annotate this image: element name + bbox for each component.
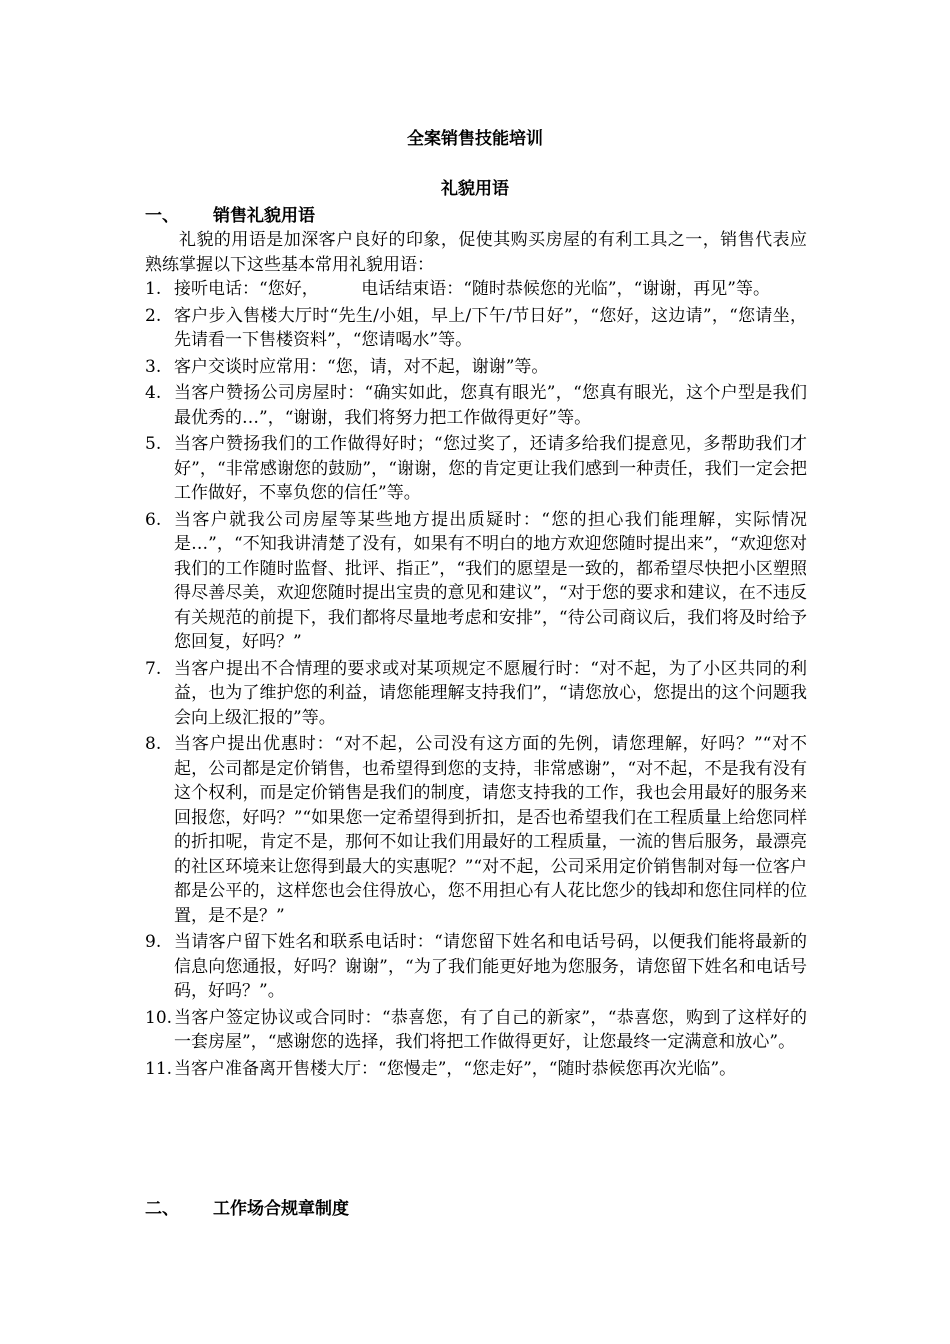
list-item: [145, 355, 807, 380]
list-item-text: 客户步入售楼大厅时“先生/小姐，早上/下午/节日好”，“您好，这边请”，“您请坐，先请看一下售楼资料”，“您请喝水”等。: [174, 305, 807, 350]
list-number: 2.: [145, 305, 162, 326]
list-item: [145, 732, 807, 928]
list-number: 10.: [145, 1007, 173, 1028]
list-number: 4.: [145, 383, 162, 403]
document-title: 全案销售技能培训: [407, 129, 543, 149]
list-item-text: 当客户就我公司房屋等某些地方提出质疑时：“您的担心我们能理解，实际情况是…”，“不知我讲清楚了没有，如果有不明白的地方欢迎您随时提出来”，“欢迎您对我们的工作随时监督、批评、指正”，“我们的愿望是一致的，都希望尽快把小区塑照得尽善尽美，欢迎您随时提出宝贵的意见和建议”，“对于您的要求和建议，在不违反有关规范的前提下，我们都将尽量地考虑和安排”，“待公司商议后，我们将及时给予您回复，好吗？”: [174, 509, 807, 652]
section-heading-2: [145, 1198, 349, 1220]
list-item-text: 当客户赞扬公司房屋时：“确实如此，您真有眼光”，“您真有眼光，这个户型是我们最优秀的…”，“谢谢，我们将努力把工作做得更好”等。: [174, 383, 807, 428]
list-item: [145, 930, 807, 1004]
list-item: [145, 432, 807, 506]
list-item: [145, 277, 807, 302]
list-item: [145, 1006, 807, 1055]
list-number: 3.: [145, 356, 162, 377]
section-heading-text: 工作场合规章制度: [213, 1199, 349, 1219]
list-item-text: 接听电话：“您好， 电话结束语：“随时恭候您的光临”，“谢谢，再见”等。: [174, 279, 770, 299]
list-item: [145, 508, 807, 655]
list-item-text: 当客户提出优惠时：“对不起，公司没有这方面的先例，请您理解，好吗？”“对不起，公司都是定价销售，也希望得到您的支持，非常感谢”，“对不起，不是我有没有这个权利，而是定价销售是我们的制度，请您支持我的工作，我也会用最好的服务来回报您，好吗？”“如果您一定希望得到折扣，是否也希望我们在工程质量上给您同样的折扣呢，肯定不是，那何不如让我们用最好的工程质量，一流的售后服务，最漂亮的社区环境来让您得到最大的实惠呢？”“对不起，公司采用定价销售制对每一位客户都是公平的，这样您也会住得放心，您不用担心有人花比您少的钱却和您住同样的位置，是不是？”: [174, 734, 807, 926]
list-number: 11.: [145, 1058, 173, 1079]
list-item-text: 客户交谈时应常用：“您，请，对不起，谢谢”等。: [174, 356, 549, 377]
list-item-text: 当客户提出不合情理的要求或对某项规定不愿履行时：“对不起，为了小区共同的利益，也为了维护您的利益，请您能理解支持我们”，“请您放心，您提出的这个问题我会向上级汇报的”等。: [174, 658, 807, 728]
list-item: [145, 657, 807, 731]
list-item-text: 当客户签定协议或合同时：“恭喜您，有了自己的新家”，“恭喜您，购到了这样好的一套房屋”，“感谢您的选择，我们将把工作做得更好，让您最终一定满意和放心”。: [174, 1007, 807, 1052]
list-item: [145, 1057, 807, 1082]
list-number: 8.: [145, 734, 162, 754]
list-number: 5.: [145, 434, 162, 454]
list-item: [145, 381, 807, 430]
section-number: 一、: [145, 206, 179, 226]
list-number: 9.: [145, 932, 162, 952]
document-subtitle: 礼貌用语: [441, 179, 509, 199]
list-item-text: 当客户赞扬我们的工作做得好时；“您过奖了，还请多给我们提意见，多帮助我们才好”，“非常感谢您的鼓励”，“谢谢，您的肯定更让我们感到一种责任，我们一定会把工作做好，不辜负您的信任”等。: [174, 434, 807, 503]
intro-paragraph: 礼貌的用语是加深客户良好的印象，促使其购买房屋的有利工具之一，销售代表应熟练掌握以下这些基本常用礼貌用语：: [145, 230, 807, 275]
list-item-text: 当客户准备离开售楼大厅：“您慢走”，“您走好”，“随时恭候您再次光临”。: [174, 1058, 737, 1079]
list-number: 1.: [145, 279, 162, 299]
section-heading-1: [145, 205, 315, 227]
list-item: [145, 304, 807, 353]
phrase-list: [145, 277, 807, 1083]
section-number: 二、: [145, 1199, 179, 1219]
list-number: 7.: [145, 658, 162, 679]
section-heading-text: 销售礼貌用语: [213, 206, 315, 226]
list-item-text: 当请客户留下姓名和联系电话时：“请您留下姓名和电话号码，以便我们能将最新的信息向您通报，好吗？谢谢”，“为了我们能更好地为您服务，请您留下姓名和电话号码，好吗？”。: [174, 932, 807, 1001]
list-number: 6.: [145, 509, 162, 530]
